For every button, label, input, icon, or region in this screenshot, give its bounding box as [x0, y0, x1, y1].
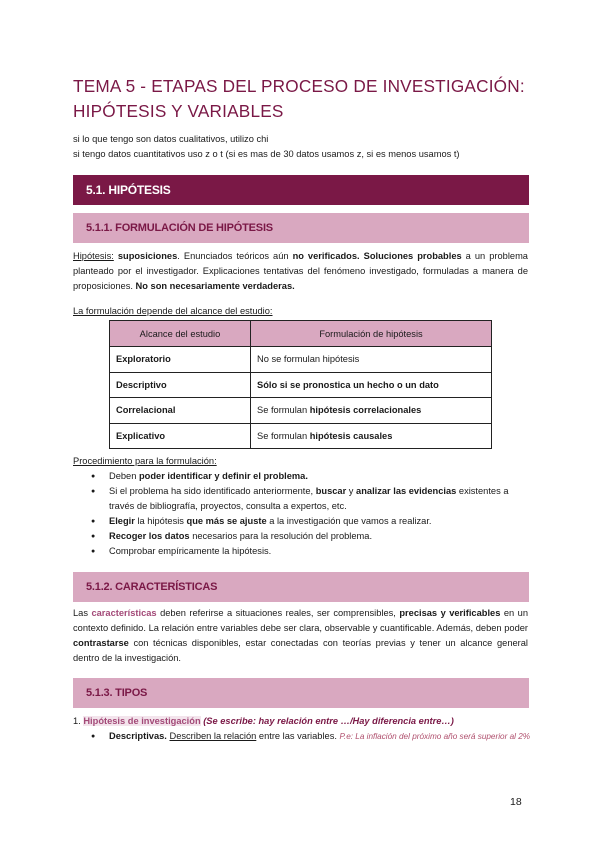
table-cell-formulation: No se formulan hipótesis	[251, 347, 492, 373]
table-row	[110, 398, 492, 424]
subsection-heading-formulacion: 5.1.1. FORMULACIÓN DE HIPÓTESIS	[73, 213, 529, 243]
procedure-list	[91, 469, 531, 560]
subsection-heading-caracteristicas: 5.1.2. CARACTERÍSTICAS	[73, 572, 529, 602]
definition-term: Hipótesis:	[73, 251, 114, 261]
table-intro: La formulación depende del alcance del estudio:	[73, 306, 273, 316]
handwritten-notes	[73, 132, 460, 162]
table-row	[110, 372, 492, 398]
list-item: ● Elegir la hipótesis que más se ajuste a la investigación que vamos a realizar.	[91, 514, 531, 529]
subsection-heading-tipos: 5.1.3. TIPOS	[73, 678, 529, 708]
table-cell-scope: Explicativo	[110, 423, 251, 449]
type-1-line: 1. Hipótesis de investigación (Se escribe: hay relación entre …/Hay diferencia entre…)	[73, 716, 454, 726]
table-cell-scope: Exploratorio	[110, 347, 251, 373]
table-header: Formulación de hipótesis	[251, 321, 492, 347]
procedure-intro: Procedimiento para la formulación:	[73, 456, 217, 466]
table-header: Alcance del estudio	[110, 321, 251, 347]
types-list	[91, 729, 531, 744]
note-line: si lo que tengo son datos cualitativos, utilizo chi	[73, 134, 269, 144]
table-cell-scope: Descriptivo	[110, 372, 251, 398]
table-cell-formulation: Se formulan hipótesis correlacionales	[251, 398, 492, 424]
scope-table	[109, 320, 492, 449]
list-item: ● Comprobar empíricamente la hipótesis.	[91, 544, 531, 559]
page-number: 18	[510, 796, 522, 808]
list-item: ● Deben poder identificar y definir el problema.	[91, 469, 531, 484]
list-item: ● Descriptivas. Describen la relación entre las variables. P.e: La inflación del próximo año será superior al 2%	[91, 729, 531, 744]
table-row	[110, 423, 492, 449]
characteristics-paragraph: Las características deben referirse a situaciones reales, ser comprensibles, precisas y verificables en un contexto definido. La relación entre variables debe ser clara, observable y cuantificable. Además, deben poder contrastarse con técnicas disponibles, estar conectadas con teorías previas y tener un alcance general dentro de la investigación.	[73, 608, 528, 663]
title-line-1: TEMA 5 - ETAPAS DEL PROCESO DE INVESTIGACIÓN:	[73, 76, 525, 96]
table-row	[110, 347, 492, 373]
type-1-title: Hipótesis de investigación	[83, 716, 201, 726]
table-cell-formulation: Se formulan hipótesis causales	[251, 423, 492, 449]
section-heading-hipotesis: 5.1. HIPÓTESIS	[73, 175, 529, 205]
note-line: si tengo datos cuantitativos uso z o t (si es mas de 30 datos usamos z, si es menos usamos t)	[73, 149, 460, 159]
list-item: ● Recoger los datos necesarios para la resolución del problema.	[91, 529, 531, 544]
title-line-2: HIPÓTESIS Y VARIABLES	[73, 101, 284, 121]
table-cell-scope: Correlacional	[110, 398, 251, 424]
list-item: ● Si el problema ha sido identificado anteriormente, buscar y analizar las evidencias existentes a través de bibliografía, proyectos, consulta a expertos, etc.	[91, 484, 531, 514]
table-cell-formulation: Sólo si se pronostica un hecho o un dato	[251, 372, 492, 398]
document-title	[73, 74, 543, 124]
definition-paragraph: Hipótesis: suposiciones. Enunciados teóricos aún no verificados. Soluciones probables a un problema planteado por el investigador. Explicaciones tentativas del fenómeno investigado, formuladas a manera de proposiciones. No son necesariamente verdaderas.	[73, 251, 528, 291]
table-header-row	[110, 321, 492, 347]
